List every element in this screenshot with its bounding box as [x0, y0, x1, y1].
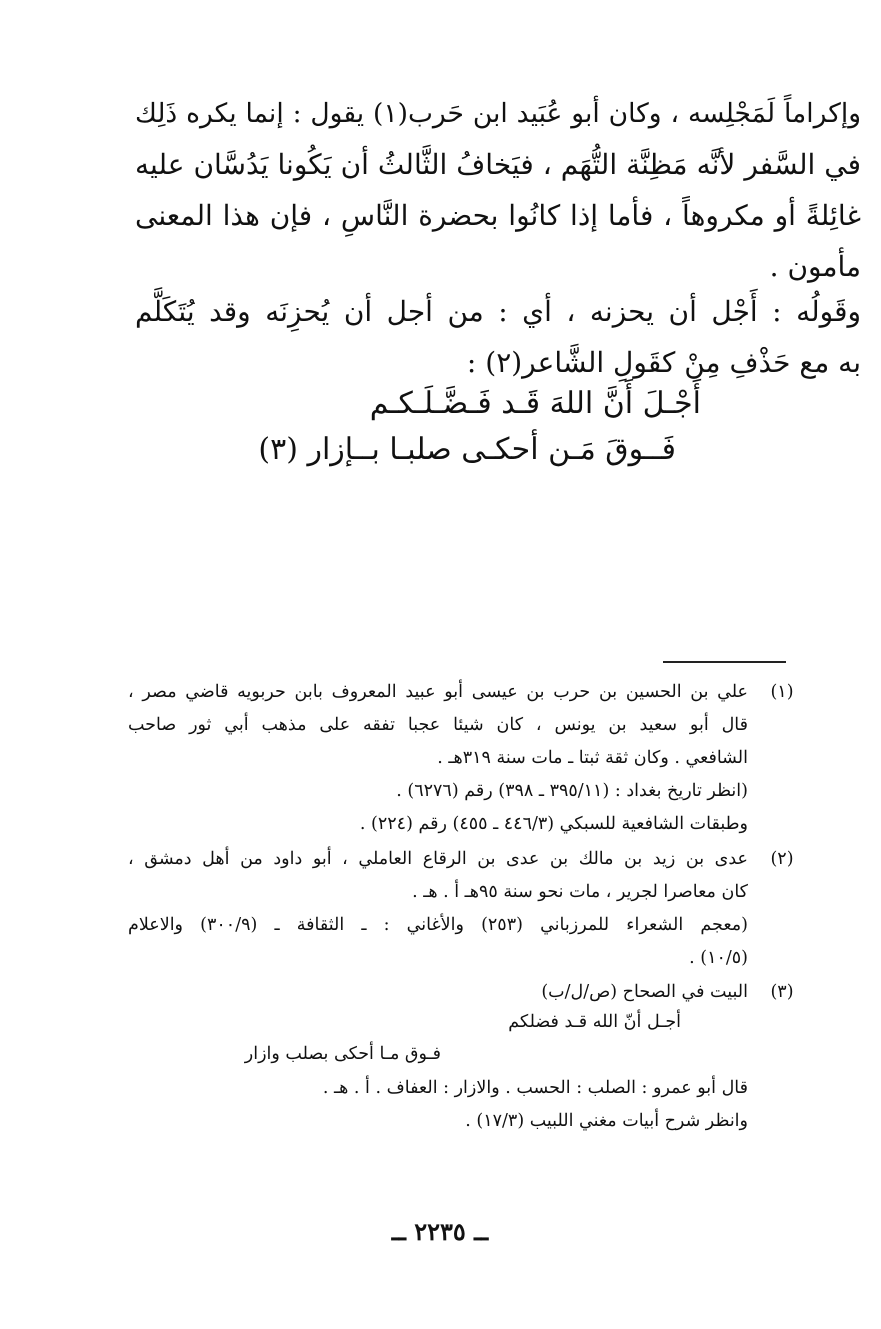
main-line: وإكراماً لَمَجْلِسه ، وكان أبو عُبَيد ابن حَرب(١) يقول : إنما يكره ذَلِك	[135, 98, 861, 129]
main-line: به مع حَذْفِ مِنْ كقَولِ الشَّاعر(٢) :	[466, 346, 861, 379]
footnote-line: البيت في الصحاح (ص/ل/ب)	[541, 982, 748, 1002]
footnote-number: (٣)	[770, 982, 794, 1002]
footnote-separator	[663, 661, 786, 663]
footnote-3-rest	[128, 1072, 748, 1138]
footnote-line: الشافعي . وكان ثقة ثبتا ـ مات سنة ٣١٩هـ .	[437, 748, 748, 768]
footnote-line: قال أبو عمرو : الصلب : الحسب . والازار : العفاف . أ . هـ .	[322, 1078, 748, 1098]
footnote-line: علي بن الحسين بن حرب بن عيسى أبو عبيد المعروف بابن حربويه قاضي مصر ،	[128, 682, 748, 702]
footnote-1	[128, 676, 748, 841]
main-line: غائِلةً أو مكروهاً ، فأما إذا كانُوا بحضرة النَّاسِ ، فإن هذا المعنى	[135, 199, 861, 232]
footnote-line: قال أبو سعيد بن يونس ، كان شيئا عجبا تفقه على مذهب أبي ثور صاحب	[128, 715, 748, 735]
footnote-3-intro	[128, 976, 748, 1009]
verse-line-2: فَــوقَ مَـن أحكـى صلبـا بــإزار (٣)	[258, 432, 676, 467]
footnote-line: عدى بن زيد بن مالك بن عدى بن الرقاع العاملي ، أبو داود من أهل دمشق ،	[128, 849, 748, 869]
main-line: وقَولُه : أَجْل أن يحزنه ، أي : من أجل أن يُحزِنَه وقد يُتَكَلَّم	[135, 295, 861, 328]
footnote-2	[128, 843, 748, 975]
footnote-line: (١٠/٥) .	[689, 948, 748, 968]
footnote-line: (معجم الشعراء للمرزباني (٢٥٣) والأغاني : ـ الثقافة ـ (٣٠٠/٩) والاعلام	[128, 915, 748, 935]
main-line: مأمون .	[769, 250, 861, 283]
footnote-number: (١)	[770, 682, 794, 702]
verse-line-1: أَجْـلَ أَنَّ اللهَ قَـد فَـضَّـلَـكـم	[369, 386, 701, 421]
footnote-line: كان معاصرا لجرير ، مات نحو سنة ٩٥هـ أ . هـ .	[412, 882, 748, 902]
main-line: في السَّفر لأنَّه مَظِنَّة التُّهَم ، فيَخافُ الثَّالثُ أن يَكُونا يَدُسَّان عليه	[135, 148, 861, 181]
footnote-line: (انظر تاريخ بغداد : (٣٩٥/١١ ـ ٣٩٨) رقم (٦٢٧٦) .	[396, 781, 748, 801]
footnote-verse-2: فـوق مـا أحكى بصلب وازار	[244, 1044, 441, 1064]
footnote-number: (٢)	[770, 849, 794, 869]
footnote-verse-1: أجـل أنّ الله قـد فضلكم	[508, 1012, 681, 1032]
page-number: ــ ٢٢٣٥ ــ	[391, 1217, 489, 1246]
main-text	[135, 88, 861, 388]
footnote-line: وانظر شرح أبيات مغني اللبيب (١٧/٣) .	[465, 1111, 748, 1131]
footnote-line: وطبقات الشافعية للسبكي (٤٤٦/٣ ـ ٤٥٥) رقم (٢٢٤) .	[359, 814, 748, 834]
